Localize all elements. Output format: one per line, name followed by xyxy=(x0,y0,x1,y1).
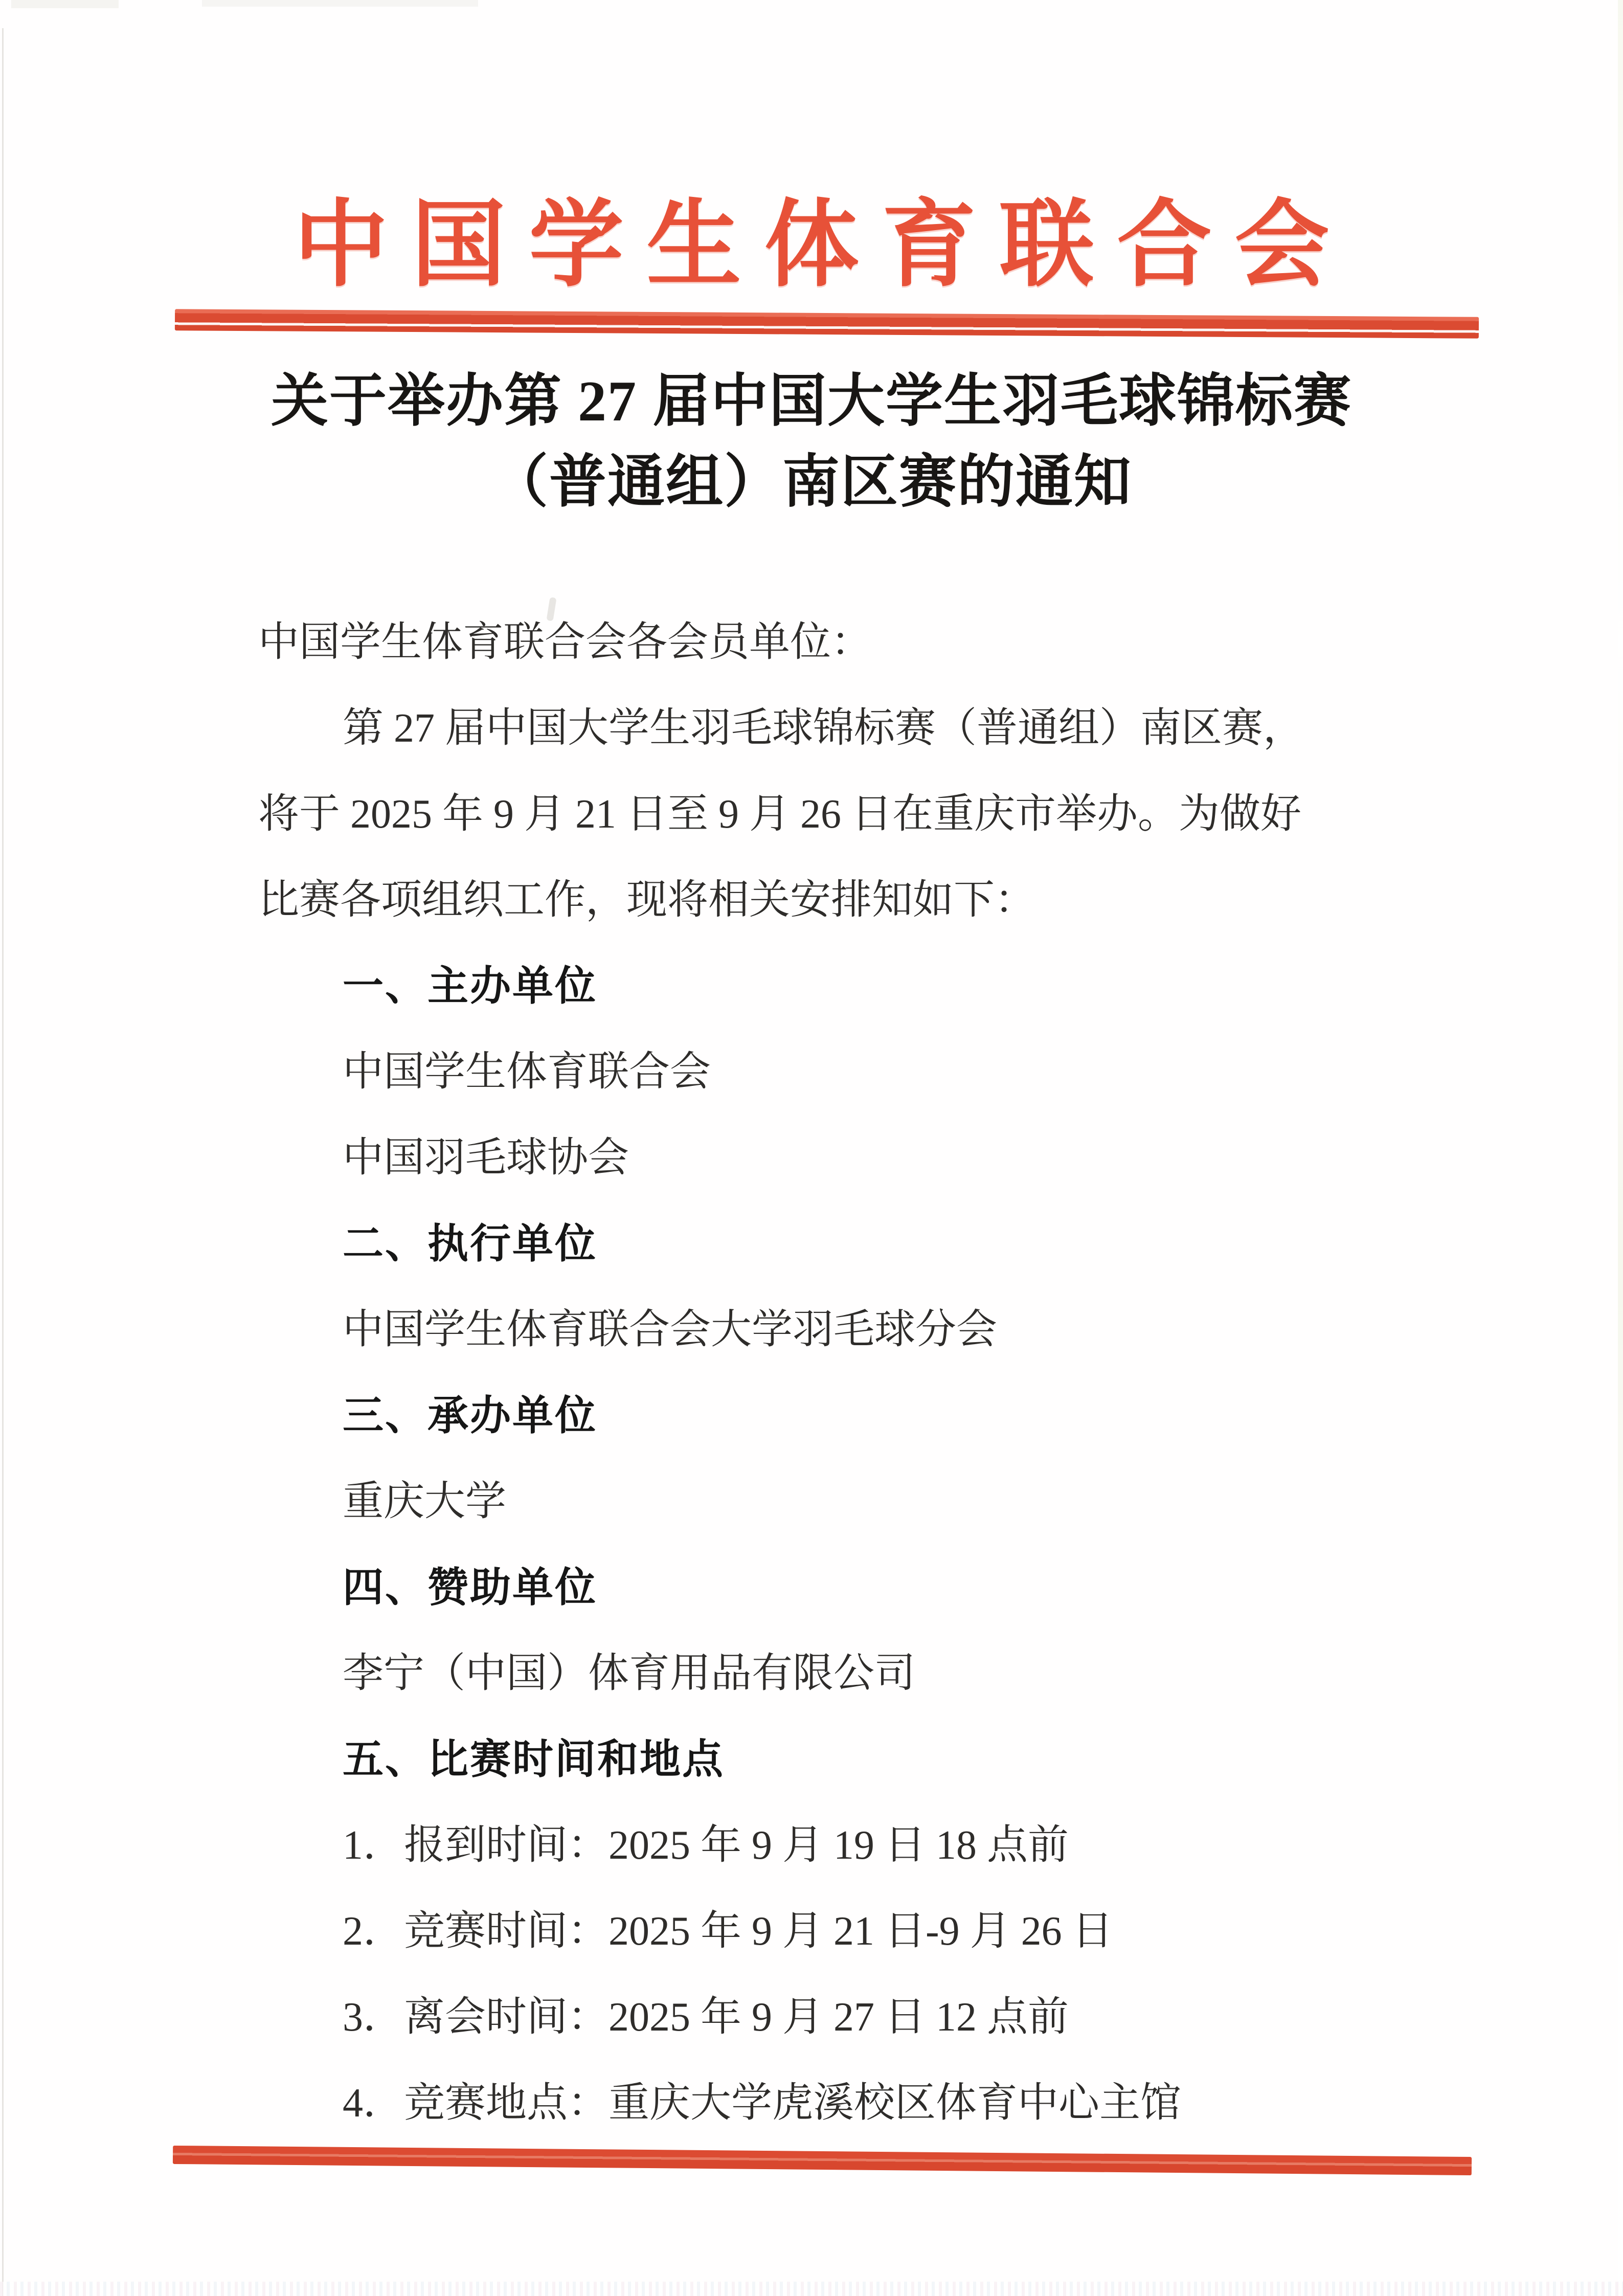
intro-line-3: 比赛各项组织工作，现将相关安排知如下： xyxy=(258,878,1035,923)
section-5-item-1: 1．报到时间：2025 年 9 月 19 日 18 点前 xyxy=(343,1823,1069,1868)
salutation-line: 中国学生体育联合会各会员单位： xyxy=(258,620,872,665)
document-title-line-1: 关于举办第 27 届中国大学生羽毛球锦标赛 xyxy=(271,370,1352,433)
section-3-item-1: 重庆大学 xyxy=(343,1479,506,1524)
section-1-item-1: 中国学生体育联合会 xyxy=(343,1050,711,1095)
section-4-heading: 四、赞助单位 xyxy=(343,1565,597,1610)
section-5-item-2: 2．竞赛时间：2025 年 9 月 21 日-9 月 26 日 xyxy=(343,1909,1113,1954)
section-2-item-1: 中国学生体育联合会大学羽毛球分会 xyxy=(343,1307,997,1352)
section-2-heading: 二、执行单位 xyxy=(343,1221,597,1266)
section-1-item-2: 中国羽毛球协会 xyxy=(343,1135,629,1180)
section-3-heading: 三、承办单位 xyxy=(343,1393,597,1438)
scan-edge-bottom-strip xyxy=(0,2282,1623,2296)
section-1-heading: 一、主办单位 xyxy=(343,963,597,1009)
scan-edge-right-stripe xyxy=(1618,0,1623,2296)
letterhead-org-name: 中国学生体育联合会 xyxy=(294,193,1352,298)
footer-rule xyxy=(173,2146,1472,2175)
intro-line-2: 将于 2025 年 9 月 21 日至 9 月 26 日在重庆市举办。为做好 xyxy=(258,792,1301,837)
scan-smudge-top-left xyxy=(11,0,119,8)
section-4-item-1: 李宁（中国）体育用品有限公司 xyxy=(343,1651,915,1696)
notice-body xyxy=(258,599,1404,2146)
section-5-heading: 五、比赛时间和地点 xyxy=(343,1736,725,1782)
scan-smudge-top-center xyxy=(202,0,478,7)
section-5-item-3: 3．离会时间：2025 年 9 月 27 日 12 点前 xyxy=(343,1995,1069,2040)
document-title xyxy=(0,361,1623,523)
document-title-line-2: （普通组）南区赛的通知 xyxy=(491,451,1132,514)
intro-line-1: 第 27 届中国大学生羽毛球锦标赛（普通组）南区赛， xyxy=(343,706,1304,751)
section-5-item-4: 4．竞赛地点：重庆大学虎溪校区体育中心主馆 xyxy=(343,2081,1181,2126)
letterhead-divider-rule xyxy=(175,309,1479,339)
